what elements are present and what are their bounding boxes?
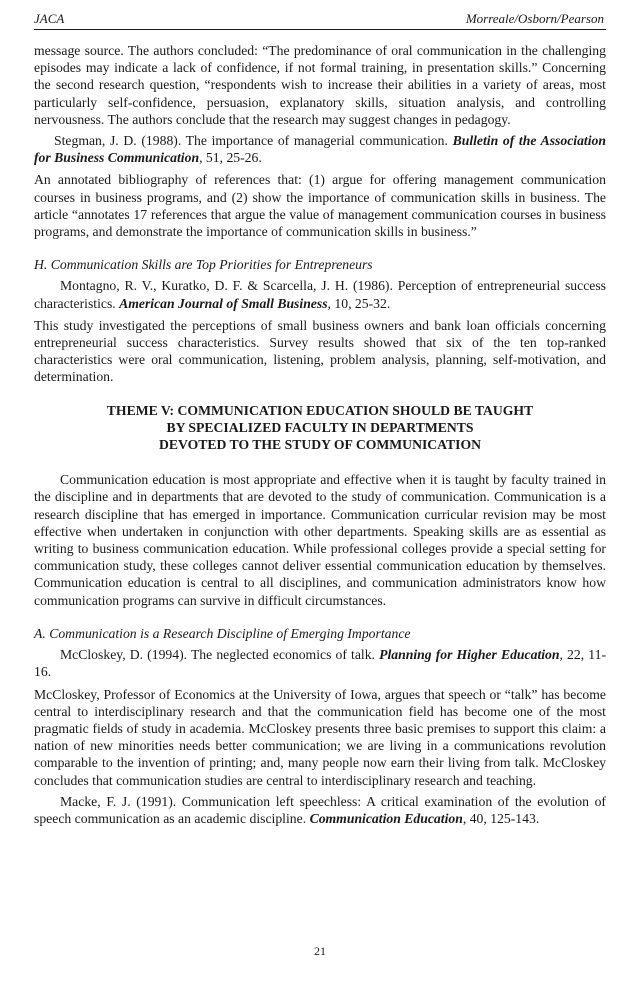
reference-journal: Bulletin of the Association for Business Communication — [34, 133, 606, 166]
theme-heading-line: BY SPECIALIZED FACULTY IN DEPARTMENTS — [166, 419, 474, 435]
continued-paragraph: message source. The authors concluded: “The predominance of oral communication in the challenging episodes may indicate a lack of confidence, if not formal training, in presentation skills.” Concerning the second research question, “respondents wish to increase their abilities in a variety of areas, most particularly self-confidence, persuasion, explanatory skills, situation analysis, and controlling nervousness. The authors conclude that the research may suggest changes in pedagogy. — [34, 43, 606, 127]
reference-volume: , 22, 11-16. — [34, 647, 607, 680]
annotation-montagno: This study investigated the perceptions of small business owners and bank loan officials concerning entrepreneurial success characteristics. Survey results showed that six of the ten top-ranked characteristics were oral communication, listening, problem analysis, planning, self-motivation, and determination. — [34, 317, 606, 385]
reference-macke — [34, 793, 606, 827]
journal-name: JACA — [34, 11, 65, 26]
reference-journal: Planning for Higher Education — [379, 647, 560, 663]
body-text — [34, 42, 606, 827]
theme-v-heading — [34, 402, 606, 454]
reference-journal: Communication Education — [309, 810, 463, 826]
theme-heading-line: THEME V: COMMUNICATION EDUCATION SHOULD BE TAUGHT — [106, 402, 534, 418]
reference-authors-title: Montagno, R. V., Kuratko, D. F. & Scarcella, J. H. (1986). Perception of entrepreneurial success characteristics. — [34, 278, 606, 311]
reference-volume: , 10, 25-32. — [327, 295, 391, 311]
reference-volume: , 40, 125-143. — [462, 810, 540, 826]
theme-v-intro: Communication education is most appropriate and effective when it is taught by faculty trained in the discipline and in departments that are devoted to the study of communication. Communication is a research discipline that has emerged in importance. Communication curricular revision may be most effective when undertaken in conjunction with other departments. Speaking skills are as essential as writing to business communication education. While professional colleges provide a special setting for communication study, these colleges cannot deliver essential communication education by themselves. Communication education is central to all disciplines, and communication administrators know how communication programs can survive in difficult circumstances. — [34, 472, 606, 608]
reference-authors-title: Stegman, J. D. (1988). The importance of managerial communication. — [54, 133, 453, 149]
reference-stegman — [34, 132, 606, 166]
section-heading-h: H. Communication Skills are Top Priorities for Entrepreneurs — [34, 257, 373, 273]
reference-authors-title: McCloskey, D. (1994). The neglected economics of talk. — [60, 647, 380, 663]
reference-authors-title: Macke, F. J. (1991). Communication left speechless: A critical examination of the evolution of speech communication as an academic discipline. — [34, 793, 606, 826]
section-heading-a: A. Communication is a Research Discipline of Emerging Importance — [34, 625, 411, 641]
annotation-stegman: An annotated bibliography of references that: (1) argue for offering management communication courses in business programs, and (2) show the importance of communication skills in business. The article “annotates 17 references that argue the value of management communication courses in business programs, and demonstrate the importance of communication skills in business.” — [34, 172, 606, 240]
reference-mccloskey — [34, 646, 606, 680]
reference-montagno — [34, 277, 606, 311]
annotation-mccloskey: McCloskey, Professor of Economics at the University of Iowa, argues that speech or “talk” has become central to interdisciplinary research and that the communication field has become one of the most pragmatic fields of study in academia. McCloskey presents three basic premises to support this claim: a nation of new minorities needs better communication; we are living in a communications revolution comparable to the invention of printing; and, many people now earn their living from talk. McCloskey concludes that communication studies are central to interdisciplinary research and teaching. — [34, 686, 606, 788]
reference-volume: , 51, 25-26. — [199, 150, 262, 166]
author-names: Morreale/Osborn/Pearson — [465, 11, 604, 26]
theme-heading-line: DEVOTED TO THE STUDY OF COMMUNICATION — [158, 437, 482, 453]
running-header — [34, 8, 606, 30]
reference-journal: American Journal of Small Business — [119, 295, 328, 311]
page-number: 21 — [314, 944, 326, 958]
document-page — [34, 8, 606, 998]
